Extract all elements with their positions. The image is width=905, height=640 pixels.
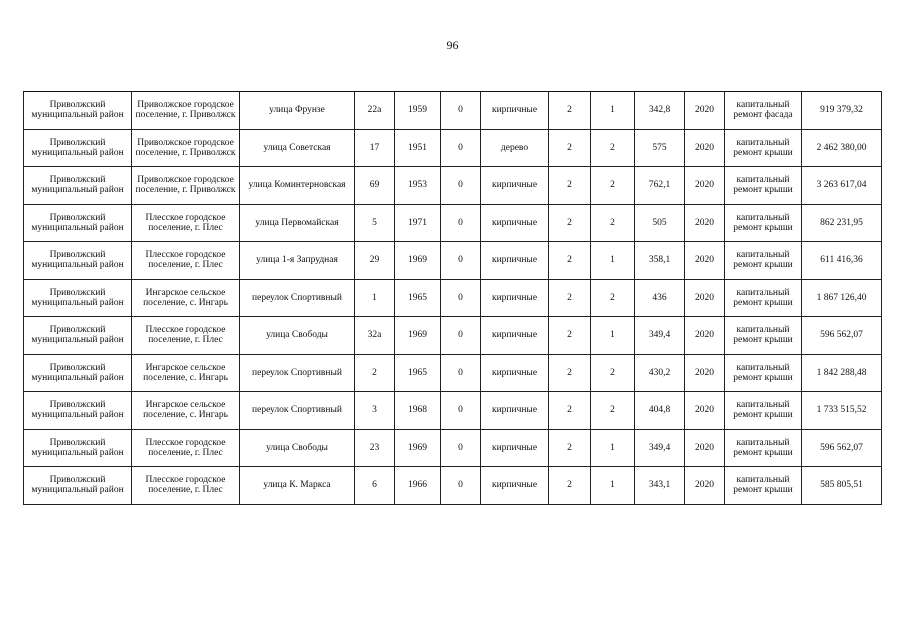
entrances-cell: 2 [591, 354, 635, 392]
entrances-cell: 1 [591, 242, 635, 280]
zero-value-cell: 0 [441, 392, 481, 430]
zero-value-cell: 0 [441, 129, 481, 167]
wall-material-cell: кирпичные [481, 467, 549, 505]
cost-cell: 596 562,07 [802, 429, 882, 467]
house-number-cell: 2 [355, 354, 395, 392]
district-cell: Приволжский муниципальный район [24, 92, 132, 130]
floors-cell: 2 [549, 167, 591, 205]
street-cell: улица Коминтерновская [240, 167, 355, 205]
house-number-cell: 23 [355, 429, 395, 467]
floors-cell: 2 [549, 467, 591, 505]
construction-year-cell: 1953 [395, 167, 441, 205]
area-cell: 575 [635, 129, 685, 167]
settlement-cell: Ингарское сельское поселение, с. Ингарь [132, 392, 240, 430]
construction-year-cell: 1969 [395, 242, 441, 280]
area-cell: 358,1 [635, 242, 685, 280]
district-cell: Приволжский муниципальный район [24, 392, 132, 430]
street-cell: улица Свободы [240, 317, 355, 355]
wall-material-cell: кирпичные [481, 204, 549, 242]
entrances-cell: 2 [591, 279, 635, 317]
plan-year-cell: 2020 [685, 242, 725, 280]
settlement-cell: Плесское городское поселение, г. Плес [132, 242, 240, 280]
house-number-cell: 69 [355, 167, 395, 205]
work-type-cell: капитальный ремонт крыши [725, 354, 802, 392]
entrances-cell: 1 [591, 429, 635, 467]
plan-year-cell: 2020 [685, 429, 725, 467]
district-cell: Приволжский муниципальный район [24, 242, 132, 280]
plan-year-cell: 2020 [685, 467, 725, 505]
plan-year-cell: 2020 [685, 392, 725, 430]
wall-material-cell: кирпичные [481, 279, 549, 317]
work-type-cell: капитальный ремонт крыши [725, 467, 802, 505]
zero-value-cell: 0 [441, 242, 481, 280]
wall-material-cell: кирпичные [481, 392, 549, 430]
construction-year-cell: 1965 [395, 279, 441, 317]
wall-material-cell: кирпичные [481, 242, 549, 280]
table-row [24, 467, 882, 505]
settlement-cell: Плесское городское поселение, г. Плес [132, 204, 240, 242]
entrances-cell: 2 [591, 392, 635, 430]
district-cell: Приволжский муниципальный район [24, 279, 132, 317]
floors-cell: 2 [549, 354, 591, 392]
area-cell: 430,2 [635, 354, 685, 392]
entrances-cell: 2 [591, 129, 635, 167]
district-cell: Приволжский муниципальный район [24, 467, 132, 505]
plan-year-cell: 2020 [685, 317, 725, 355]
settlement-cell: Приволжское городское поселение, г. Приволжск [132, 129, 240, 167]
cost-cell: 1 842 288,48 [802, 354, 882, 392]
table-row [24, 167, 882, 205]
table-row [24, 392, 882, 430]
table-row [24, 317, 882, 355]
settlement-cell: Приволжское городское поселение, г. Приволжск [132, 167, 240, 205]
street-cell: улица Фрунзе [240, 92, 355, 130]
floors-cell: 2 [549, 279, 591, 317]
construction-year-cell: 1965 [395, 354, 441, 392]
construction-year-cell: 1968 [395, 392, 441, 430]
entrances-cell: 2 [591, 204, 635, 242]
table-row [24, 242, 882, 280]
plan-year-cell: 2020 [685, 129, 725, 167]
construction-year-cell: 1966 [395, 467, 441, 505]
cost-cell: 596 562,07 [802, 317, 882, 355]
area-cell: 342,8 [635, 92, 685, 130]
construction-year-cell: 1969 [395, 429, 441, 467]
zero-value-cell: 0 [441, 92, 481, 130]
street-cell: улица Советская [240, 129, 355, 167]
house-number-cell: 22а [355, 92, 395, 130]
plan-year-cell: 2020 [685, 354, 725, 392]
zero-value-cell: 0 [441, 279, 481, 317]
street-cell: переулок Спортивный [240, 279, 355, 317]
district-cell: Приволжский муниципальный район [24, 167, 132, 205]
wall-material-cell: дерево [481, 129, 549, 167]
settlement-cell: Плесское городское поселение, г. Плес [132, 429, 240, 467]
construction-year-cell: 1951 [395, 129, 441, 167]
zero-value-cell: 0 [441, 467, 481, 505]
cost-cell: 862 231,95 [802, 204, 882, 242]
settlement-cell: Ингарское сельское поселение, с. Ингарь [132, 279, 240, 317]
zero-value-cell: 0 [441, 354, 481, 392]
floors-cell: 2 [549, 429, 591, 467]
table-row [24, 204, 882, 242]
work-type-cell: капитальный ремонт крыши [725, 392, 802, 430]
street-cell: переулок Спортивный [240, 392, 355, 430]
cost-cell: 3 263 617,04 [802, 167, 882, 205]
table-row [24, 279, 882, 317]
floors-cell: 2 [549, 317, 591, 355]
entrances-cell: 1 [591, 467, 635, 505]
floors-cell: 2 [549, 129, 591, 167]
area-cell: 762,1 [635, 167, 685, 205]
street-cell: улица 1-я Запрудная [240, 242, 355, 280]
table-row [24, 354, 882, 392]
page-number: 96 [446, 38, 459, 52]
district-cell: Приволжский муниципальный район [24, 317, 132, 355]
area-cell: 505 [635, 204, 685, 242]
housing-repair-table [23, 91, 882, 505]
zero-value-cell: 0 [441, 429, 481, 467]
construction-year-cell: 1971 [395, 204, 441, 242]
work-type-cell: капитальный ремонт фасада [725, 92, 802, 130]
house-number-cell: 1 [355, 279, 395, 317]
work-type-cell: капитальный ремонт крыши [725, 279, 802, 317]
house-number-cell: 5 [355, 204, 395, 242]
table-row [24, 129, 882, 167]
work-type-cell: капитальный ремонт крыши [725, 429, 802, 467]
cost-cell: 611 416,36 [802, 242, 882, 280]
entrances-cell: 1 [591, 317, 635, 355]
house-number-cell: 32а [355, 317, 395, 355]
street-cell: улица Первомайская [240, 204, 355, 242]
work-type-cell: капитальный ремонт крыши [725, 167, 802, 205]
wall-material-cell: кирпичные [481, 354, 549, 392]
area-cell: 349,4 [635, 429, 685, 467]
settlement-cell: Ингарское сельское поселение, с. Ингарь [132, 354, 240, 392]
street-cell: улица Свободы [240, 429, 355, 467]
house-number-cell: 6 [355, 467, 395, 505]
district-cell: Приволжский муниципальный район [24, 354, 132, 392]
wall-material-cell: кирпичные [481, 92, 549, 130]
settlement-cell: Плесское городское поселение, г. Плес [132, 467, 240, 505]
work-type-cell: капитальный ремонт крыши [725, 317, 802, 355]
wall-material-cell: кирпичные [481, 167, 549, 205]
district-cell: Приволжский муниципальный район [24, 129, 132, 167]
floors-cell: 2 [549, 242, 591, 280]
area-cell: 436 [635, 279, 685, 317]
house-number-cell: 3 [355, 392, 395, 430]
entrances-cell: 2 [591, 167, 635, 205]
area-cell: 349,4 [635, 317, 685, 355]
zero-value-cell: 0 [441, 167, 481, 205]
area-cell: 404,8 [635, 392, 685, 430]
cost-cell: 1 867 126,40 [802, 279, 882, 317]
plan-year-cell: 2020 [685, 204, 725, 242]
plan-year-cell: 2020 [685, 167, 725, 205]
work-type-cell: капитальный ремонт крыши [725, 242, 802, 280]
house-number-cell: 29 [355, 242, 395, 280]
floors-cell: 2 [549, 204, 591, 242]
table-row [24, 92, 882, 130]
construction-year-cell: 1969 [395, 317, 441, 355]
street-cell: переулок Спортивный [240, 354, 355, 392]
table-row [24, 429, 882, 467]
settlement-cell: Приволжское городское поселение, г. Приволжск [132, 92, 240, 130]
zero-value-cell: 0 [441, 317, 481, 355]
entrances-cell: 1 [591, 92, 635, 130]
cost-cell: 585 805,51 [802, 467, 882, 505]
table-body [24, 92, 882, 505]
street-cell: улица К. Маркса [240, 467, 355, 505]
cost-cell: 1 733 515,52 [802, 392, 882, 430]
zero-value-cell: 0 [441, 204, 481, 242]
construction-year-cell: 1959 [395, 92, 441, 130]
wall-material-cell: кирпичные [481, 317, 549, 355]
wall-material-cell: кирпичные [481, 429, 549, 467]
house-number-cell: 17 [355, 129, 395, 167]
plan-year-cell: 2020 [685, 92, 725, 130]
district-cell: Приволжский муниципальный район [24, 429, 132, 467]
cost-cell: 2 462 380,00 [802, 129, 882, 167]
district-cell: Приволжский муниципальный район [24, 204, 132, 242]
area-cell: 343,1 [635, 467, 685, 505]
work-type-cell: капитальный ремонт крыши [725, 204, 802, 242]
plan-year-cell: 2020 [685, 279, 725, 317]
work-type-cell: капитальный ремонт крыши [725, 129, 802, 167]
cost-cell: 919 379,32 [802, 92, 882, 130]
floors-cell: 2 [549, 392, 591, 430]
settlement-cell: Плесское городское поселение, г. Плес [132, 317, 240, 355]
floors-cell: 2 [549, 92, 591, 130]
